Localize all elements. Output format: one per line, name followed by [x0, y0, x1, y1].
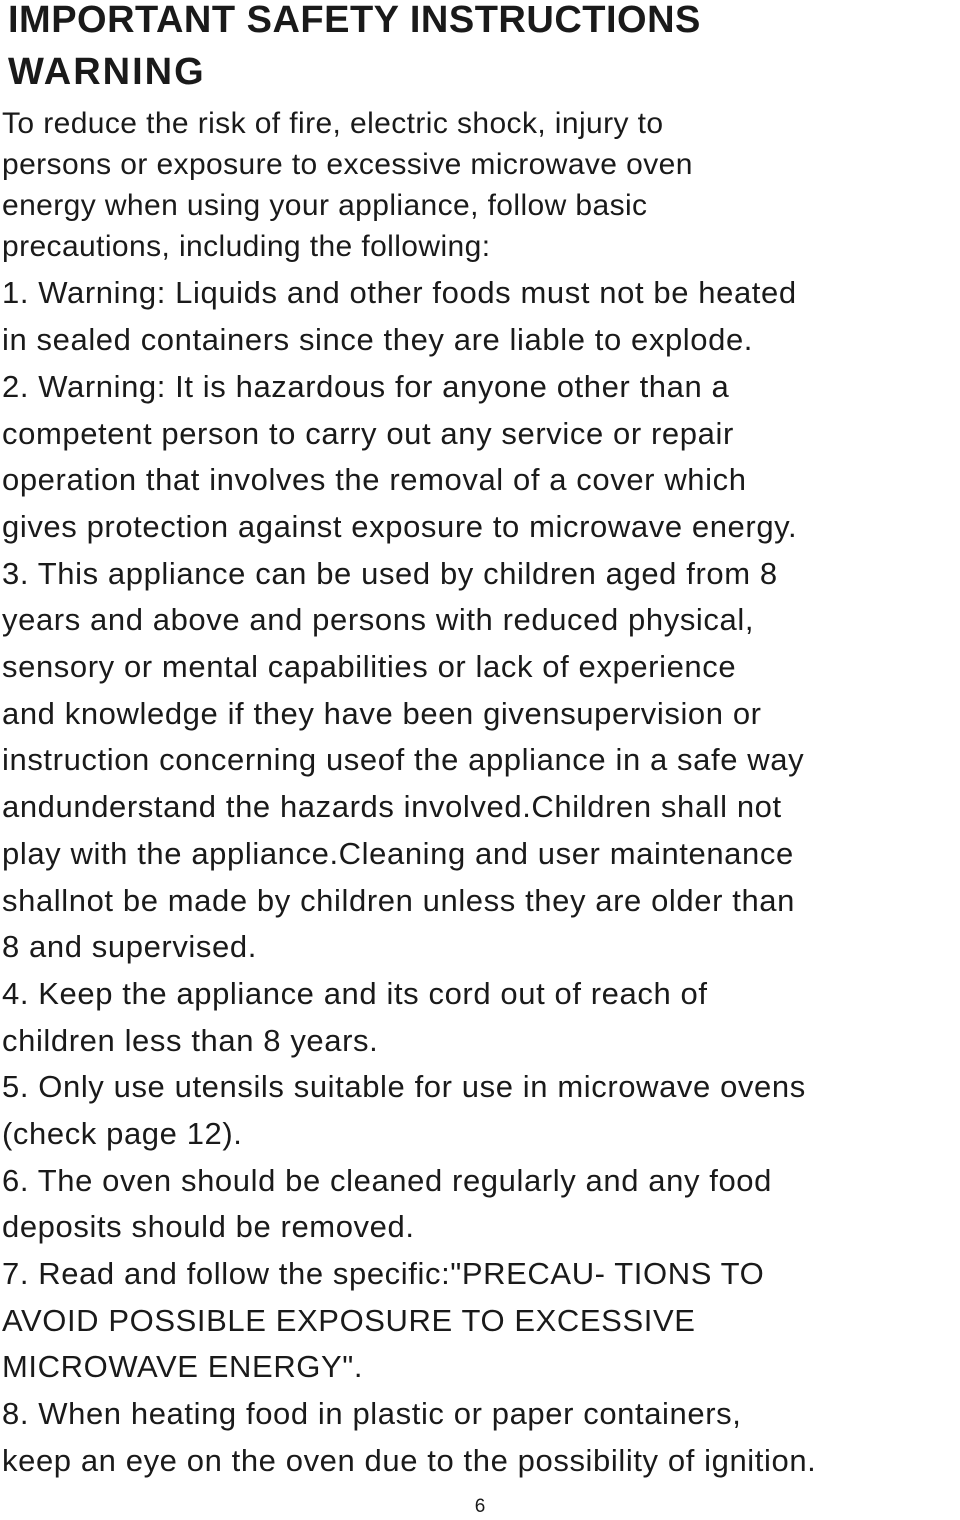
instruction-line: 5. Only use utensils suitable for use in microwave ovens	[2, 1069, 806, 1104]
instruction-line: deposits should be removed.	[2, 1209, 415, 1244]
instruction-line: play with the appliance.Cleaning and user maintenance	[2, 836, 794, 871]
instruction-line: 4. Keep the appliance and its cord out of reach of	[2, 976, 708, 1011]
instruction-line: 3. This appliance can be used by children aged from 8	[2, 556, 778, 591]
instruction-line: operation that involves the removal of a cover which	[2, 462, 747, 497]
intro-line: persons or exposure to excessive microwave oven	[2, 148, 693, 181]
instruction-line: gives protection against exposure to microwave energy.	[2, 509, 798, 544]
instruction-line: keep an eye on the oven due to the possibility of ignition.	[2, 1443, 817, 1478]
instruction-line: competent person to carry out any service or repair	[2, 416, 734, 451]
instruction-line: children less than 8 years.	[2, 1023, 379, 1058]
instruction-line: AVOID POSSIBLE EXPOSURE TO EXCESSIVE	[2, 1303, 696, 1338]
instruction-line: sensory or mental capabilities or lack of experience	[2, 649, 737, 684]
instruction-line: 2. Warning: It is hazardous for anyone other than a	[2, 369, 730, 404]
instruction-line: 8. When heating food in plastic or paper containers,	[2, 1396, 742, 1431]
instruction-line: 8 and supervised.	[2, 929, 257, 964]
page-title: IMPORTANT SAFETY INSTRUCTIONS	[8, 0, 701, 41]
instruction-line: 6. The oven should be cleaned regularly and any food	[2, 1163, 772, 1198]
warning-heading: WARNING	[8, 51, 206, 93]
instruction-line: MICROWAVE ENERGY".	[2, 1349, 364, 1384]
instruction-line: and knowledge if they have been givensupervision or	[2, 696, 762, 731]
instruction-line: andunderstand the hazards involved.Children shall not	[2, 789, 782, 824]
instruction-line: in sealed containers since they are liable to explode.	[2, 322, 754, 357]
page-number: 6	[474, 1496, 486, 1517]
instruction-line: instruction concerning useof the appliance in a safe way	[2, 742, 805, 777]
instruction-line: years and above and persons with reduced physical,	[2, 602, 755, 637]
instruction-line: 1. Warning: Liquids and other foods must not be heated	[2, 275, 797, 310]
instruction-line: 7. Read and follow the specific:"PRECAU- TIONS TO	[2, 1256, 765, 1291]
instruction-line: (check page 12).	[2, 1116, 243, 1151]
intro-line: To reduce the risk of fire, electric shock, injury to	[2, 107, 664, 140]
intro-line: energy when using your appliance, follow basic	[2, 189, 648, 222]
instruction-line: shallnot be made by children unless they are older than	[2, 883, 795, 918]
intro-line: precautions, including the following:	[2, 230, 491, 263]
